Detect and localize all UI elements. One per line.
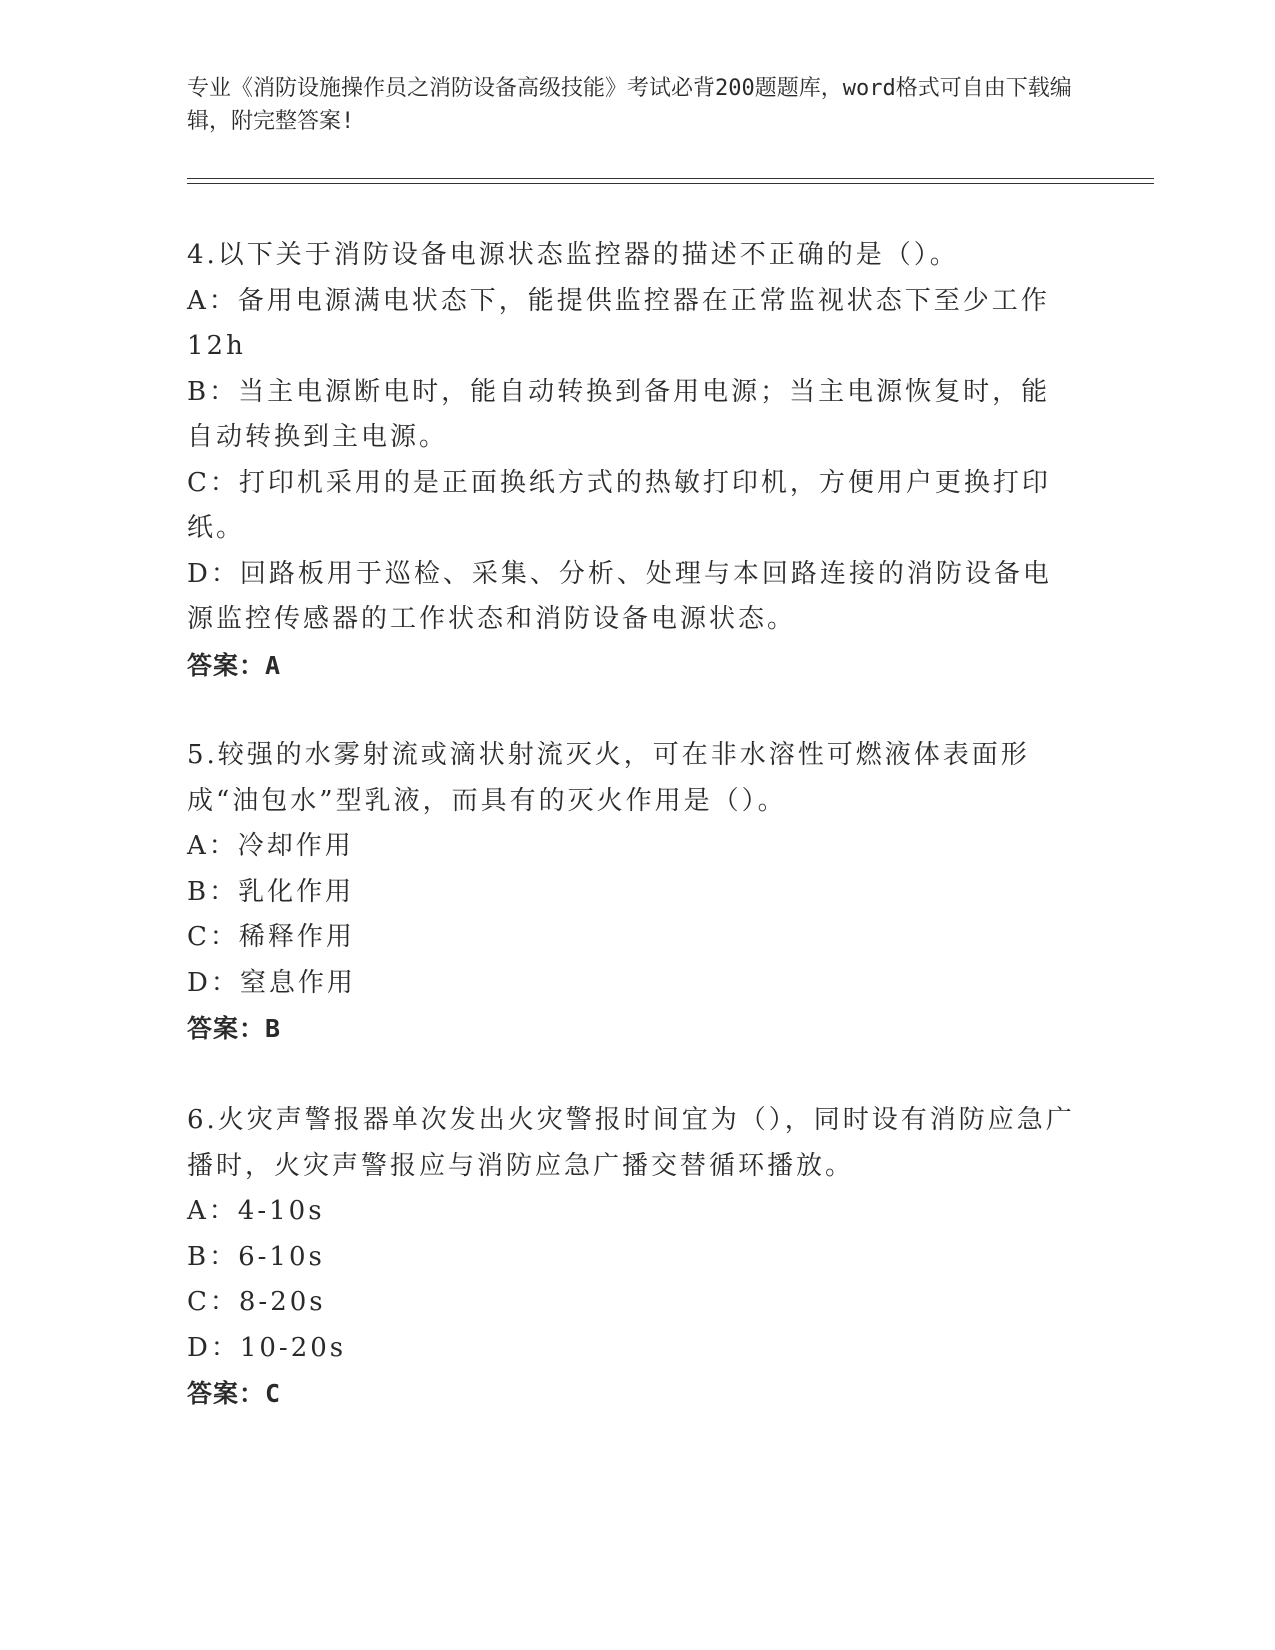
answer: 答案：B [187, 1014, 282, 1043]
option-a: A：冷却作用 [187, 831, 354, 861]
header-divider-bottom [187, 183, 1154, 184]
option-d: D：10-20s [187, 1332, 347, 1363]
option-c: C：8-20s [187, 1287, 326, 1317]
option-d: D：窒息作用 [187, 967, 356, 998]
option-b: B：乳化作用 [187, 876, 355, 907]
document-intro: 专业《消防设施操作员之消防设备高级技能》考试必背200题题库，word格式可自由下载编辑，附完整答案! [187, 76, 1072, 134]
question-stem: 5.较强的水雾射流或滴状射流灭火，可在非水溶性可燃液体表面形成“油包水”型乳液，而具有的灭火作用是（）。 [187, 740, 1030, 816]
option-b: B：6-10s [187, 1241, 325, 1272]
option-c: C：稀释作用 [187, 922, 355, 952]
option-a: A：备用电源满电状态下，能提供监控器在正常监视状态下至少工作12h [187, 285, 1050, 361]
answer: 答案：A [187, 650, 282, 680]
header-divider-top [187, 178, 1154, 179]
question-6 [187, 1098, 1077, 1417]
option-a: A：4-10s [187, 1196, 325, 1226]
option-b: B：当主电源断电时，能自动转换到备用电源；当主电源恢复时，能自动转换到主电源。 [187, 376, 1051, 452]
question-stem: 4.以下关于消防设备电源状态监控器的描述不正确的是（）。 [187, 240, 959, 270]
answer: 答案：C [187, 1379, 282, 1408]
question-stem: 6.火灾声警报器单次发出火灾警报时间宜为（），同时设有消防应急广播时，火灾声警报应与消防应急广播交替循环播放。 [187, 1105, 1075, 1181]
question-5 [187, 733, 1077, 1052]
question-4 [187, 233, 1077, 688]
option-c: C：打印机采用的是正面换纸方式的热敏打印机，方便用户更换打印纸。 [187, 467, 1051, 543]
option-d: D：回路板用于巡检、采集、分析、处理与本回路连接的消防设备电源监控传感器的工作状态和消防设备电源状态。 [187, 558, 1052, 634]
